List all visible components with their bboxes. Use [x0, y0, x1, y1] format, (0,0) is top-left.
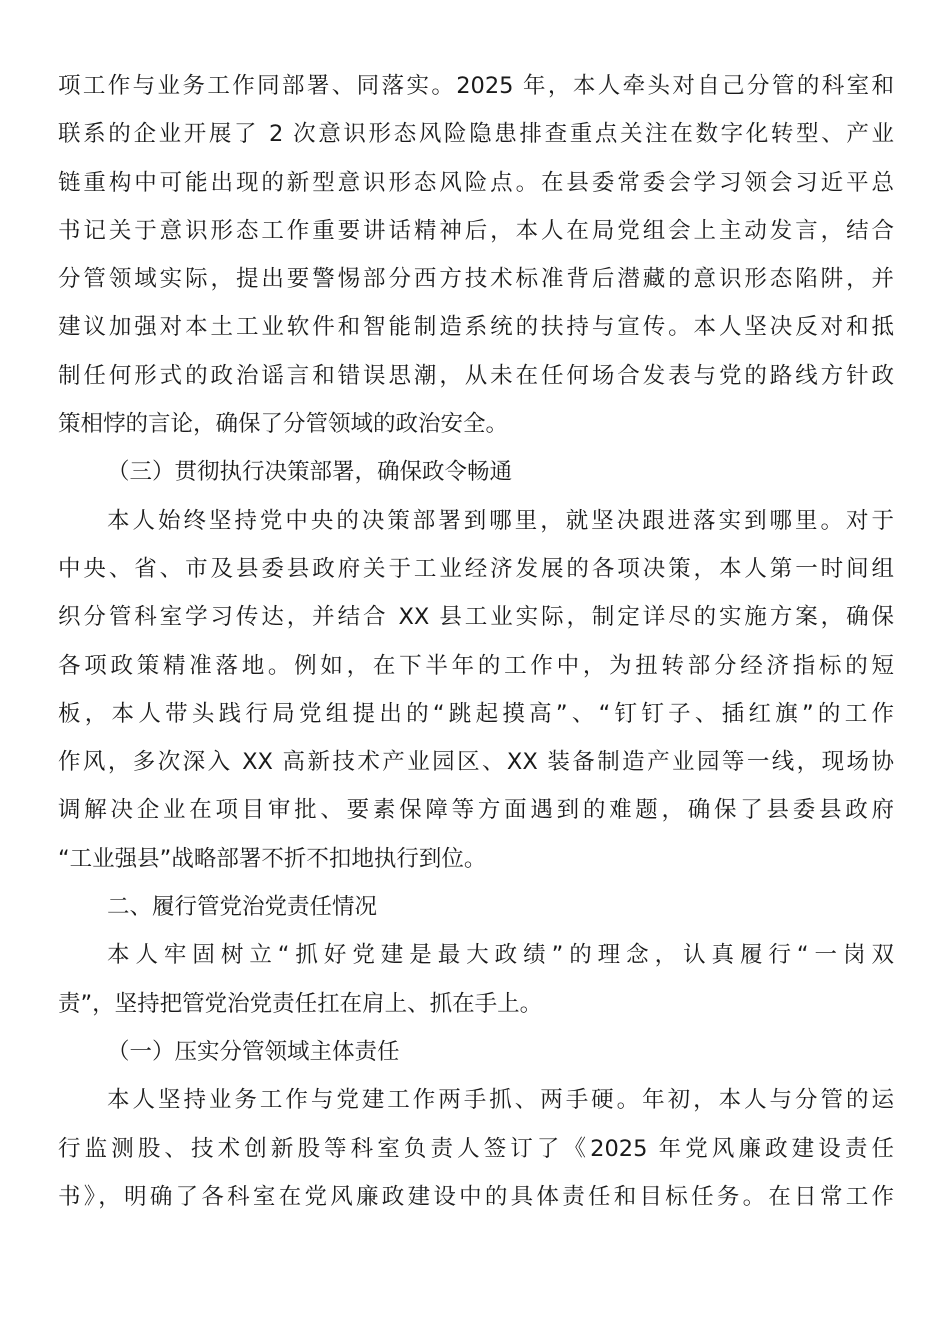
text-line-7: 制任何形式的政治谣言和错误思潮，从未在任何场合发表与党的路线方针政: [58, 362, 894, 389]
text-line-13: 各项政策精准落地。例如，在下半年的工作中，为扭转部分经济指标的短: [58, 652, 894, 679]
text-line-22: 本人坚持业务工作与党建工作两手抓、两手硬。年初，本人与分管的运: [107, 1087, 894, 1114]
text-line-24: 书》，明确了各科室在党风廉政建设中的具体责任和目标任务。在日常工作: [58, 1183, 894, 1210]
text-line-3: 链重构中可能出现的新型意识形态风险点。在县委常委会学习领会习近平总: [58, 169, 894, 196]
text-line-23: 行监测股、技术创新股等科室负责人签订了《2025 年党风廉政建设责任: [58, 1135, 894, 1162]
text-line-15: 作风，多次深入 XX 高新技术产业园区、XX 装备制造产业园等一线，现场协: [58, 749, 894, 776]
text-line-10: 本人始终坚持党中央的决策部署到哪里，就坚决跟进落实到哪里。对于: [107, 507, 894, 534]
section-heading-3: （三）贯彻执行决策部署，确保政令畅通: [107, 459, 513, 486]
text-line-2: 联系的企业开展了 2 次意识形态风险隐患排查重点关注在数字化转型、产业: [58, 121, 894, 148]
text-line-5: 分管领域实际，提出要警惕部分西方技术标准背后潜藏的意识形态陷阱，并: [58, 266, 894, 293]
text-line-8: 策相悖的言论，确保了分管领域的政治安全。: [58, 411, 509, 438]
text-line-14: 板，本人带头践行局党组提出的“跳起摸高”、“钉钉子、插红旗”的工作: [58, 700, 894, 727]
text-line-11: 中央、省、市及县委县政府关于工业经济发展的各项决策，本人第一时间组: [58, 555, 894, 582]
text-line-20: 责”，坚持把管党治党责任扛在肩上、抓在手上。: [58, 990, 543, 1017]
text-line-4: 书记关于意识形态工作重要讲话精神后，本人在局党组会上主动发言，结合: [58, 217, 894, 244]
text-line-17: “工业强县”战略部署不折不扣地执行到位。: [58, 845, 487, 872]
text-line-1: 项工作与业务工作同部署、同落实。2025 年，本人牵头对自己分管的科室和: [58, 73, 894, 99]
text-line-16: 调解决企业在项目审批、要素保障等方面遇到的难题，确保了县委县政府: [58, 797, 894, 824]
subsection-heading-1: （一）压实分管领域主体责任: [107, 1038, 400, 1065]
document-page: [58, 62, 894, 1221]
section-heading-2: 二、履行管党治党责任情况: [107, 894, 378, 921]
text-line-19: 本人牢固树立“抓好党建是最大政绩”的理念，认真履行“一岗双: [107, 942, 894, 969]
text-line-6: 建议加强对本土工业软件和智能制造系统的扶持与宣传。本人坚决反对和抵: [58, 314, 894, 341]
text-line-12: 织分管科室学习传达，并结合 XX 县工业实际，制定详尽的实施方案，确保: [58, 604, 894, 631]
